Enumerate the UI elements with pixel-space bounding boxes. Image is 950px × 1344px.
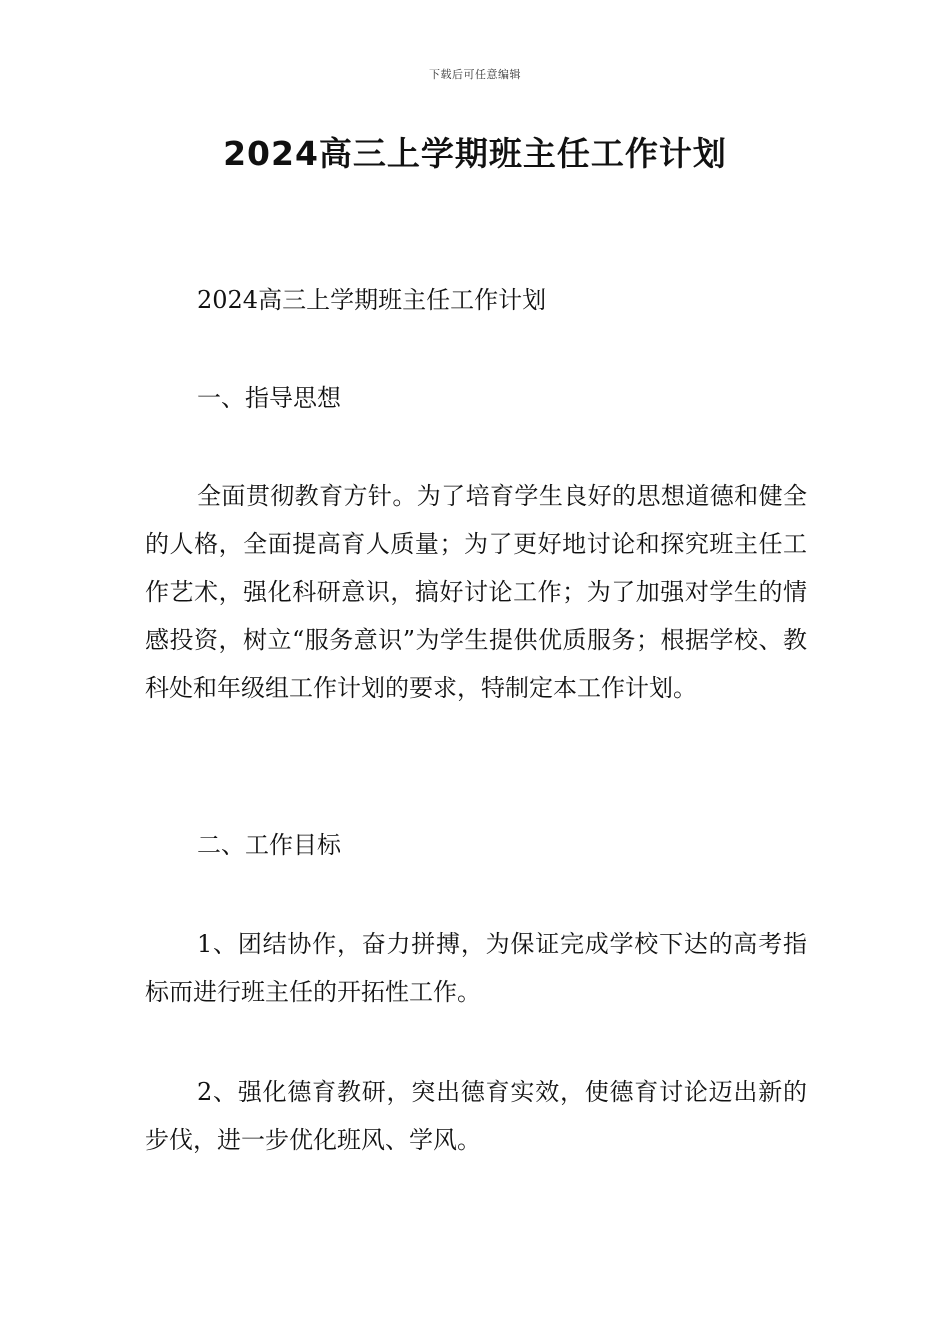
- guiding-ideology-paragraph: 全面贯彻教育方针。为了培育学生良好的思想道德和健全的人格，全面提高育人质量；为了更好地讨论和探究班主任工作艺术，强化科研意识，搞好讨论工作；为了加强对学生的情感投资，树立“服务意识”为学生提供优质服务；根据学校、教科处和年级组工作计划的要求，特制定本工作计划。: [145, 482, 807, 702]
- subtitle-paragraph: 2024高三上学期班主任工作计划: [197, 286, 547, 314]
- goal-item-2: 2、强化德育教研，突出德育实效，使德育讨论迈出新的步伐，进一步优化班风、学风。: [145, 1078, 807, 1154]
- document-title: 2024高三上学期班主任工作计划: [223, 134, 727, 173]
- goal-item-1: 1、团结协作，奋力拼搏，为保证完成学校下达的高考指标而进行班主任的开拓性工作。: [145, 930, 807, 1006]
- section-heading-work-goals: 二、工作目标: [197, 831, 341, 859]
- header-note: 下载后可任意编辑: [429, 68, 521, 81]
- section-heading-guiding-ideology: 一、指导思想: [197, 384, 341, 412]
